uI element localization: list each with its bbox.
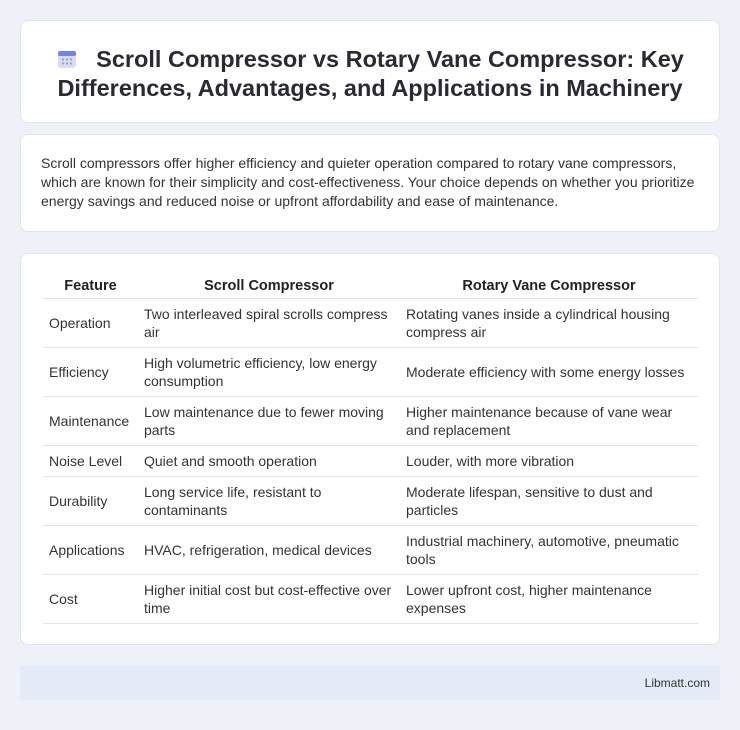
cell-rotary: Rotating vanes inside a cylindrical housing compress air: [400, 299, 698, 348]
cell-scroll: HVAC, refrigeration, medical devices: [138, 526, 400, 575]
cell-rotary: Moderate efficiency with some energy losses: [400, 348, 698, 397]
cell-feature: Noise Level: [43, 446, 138, 477]
table-header-row: [43, 274, 698, 299]
summary-text: Scroll compressors offer higher efficiency and quieter operation compared to rotary vane compressors, which are known for their simplicity and cost-effectiveness. Your choice depends on whether you prioritize energy savings and reduced noise or upfront affordability and ease of maintenance.: [41, 155, 695, 209]
cell-scroll: Higher initial cost but cost-effective over time: [138, 575, 400, 624]
cell-feature: Maintenance: [43, 397, 138, 446]
cell-feature: Operation: [43, 299, 138, 348]
page-title: [21, 45, 719, 103]
cell-scroll: Quiet and smooth operation: [138, 446, 400, 477]
footer-brand[interactable]: Libmatt.com: [644, 676, 710, 690]
cell-rotary: Industrial machinery, automotive, pneumatic tools: [400, 526, 698, 575]
cell-scroll: Long service life, resistant to contaminants: [138, 477, 400, 526]
table-row: [43, 575, 698, 624]
cell-rotary: Lower upfront cost, higher maintenance expenses: [400, 575, 698, 624]
cell-rotary: Moderate lifespan, sensitive to dust and particles: [400, 477, 698, 526]
calendar-icon: [56, 48, 78, 70]
cell-scroll: Low maintenance due to fewer moving parts: [138, 397, 400, 446]
cell-feature: Cost: [43, 575, 138, 624]
cell-feature: Efficiency: [43, 348, 138, 397]
cell-feature: Durability: [43, 477, 138, 526]
table-row: [43, 397, 698, 446]
table-row: [43, 348, 698, 397]
table-row: [43, 477, 698, 526]
cell-rotary: Louder, with more vibration: [400, 446, 698, 477]
cell-rotary: Higher maintenance because of vane wear and replacement: [400, 397, 698, 446]
comparison-card: [20, 253, 720, 645]
summary-card: [20, 134, 720, 232]
comparison-table: [43, 274, 698, 624]
table-row: [43, 446, 698, 477]
footer-bar: [20, 666, 720, 700]
cell-scroll: Two interleaved spiral scrolls compress air: [138, 299, 400, 348]
page-title-text: Scroll Compressor vs Rotary Vane Compressor: Key Differences, Advantages, and Applications in Machinery: [57, 46, 684, 101]
table-row: [43, 299, 698, 348]
table-row: [43, 526, 698, 575]
header-rotary: Rotary Vane Compressor: [400, 274, 698, 299]
cell-scroll: High volumetric efficiency, low energy consumption: [138, 348, 400, 397]
cell-feature: Applications: [43, 526, 138, 575]
header-scroll: Scroll Compressor: [138, 274, 400, 299]
header-feature: Feature: [43, 274, 138, 299]
title-card: [20, 20, 720, 123]
